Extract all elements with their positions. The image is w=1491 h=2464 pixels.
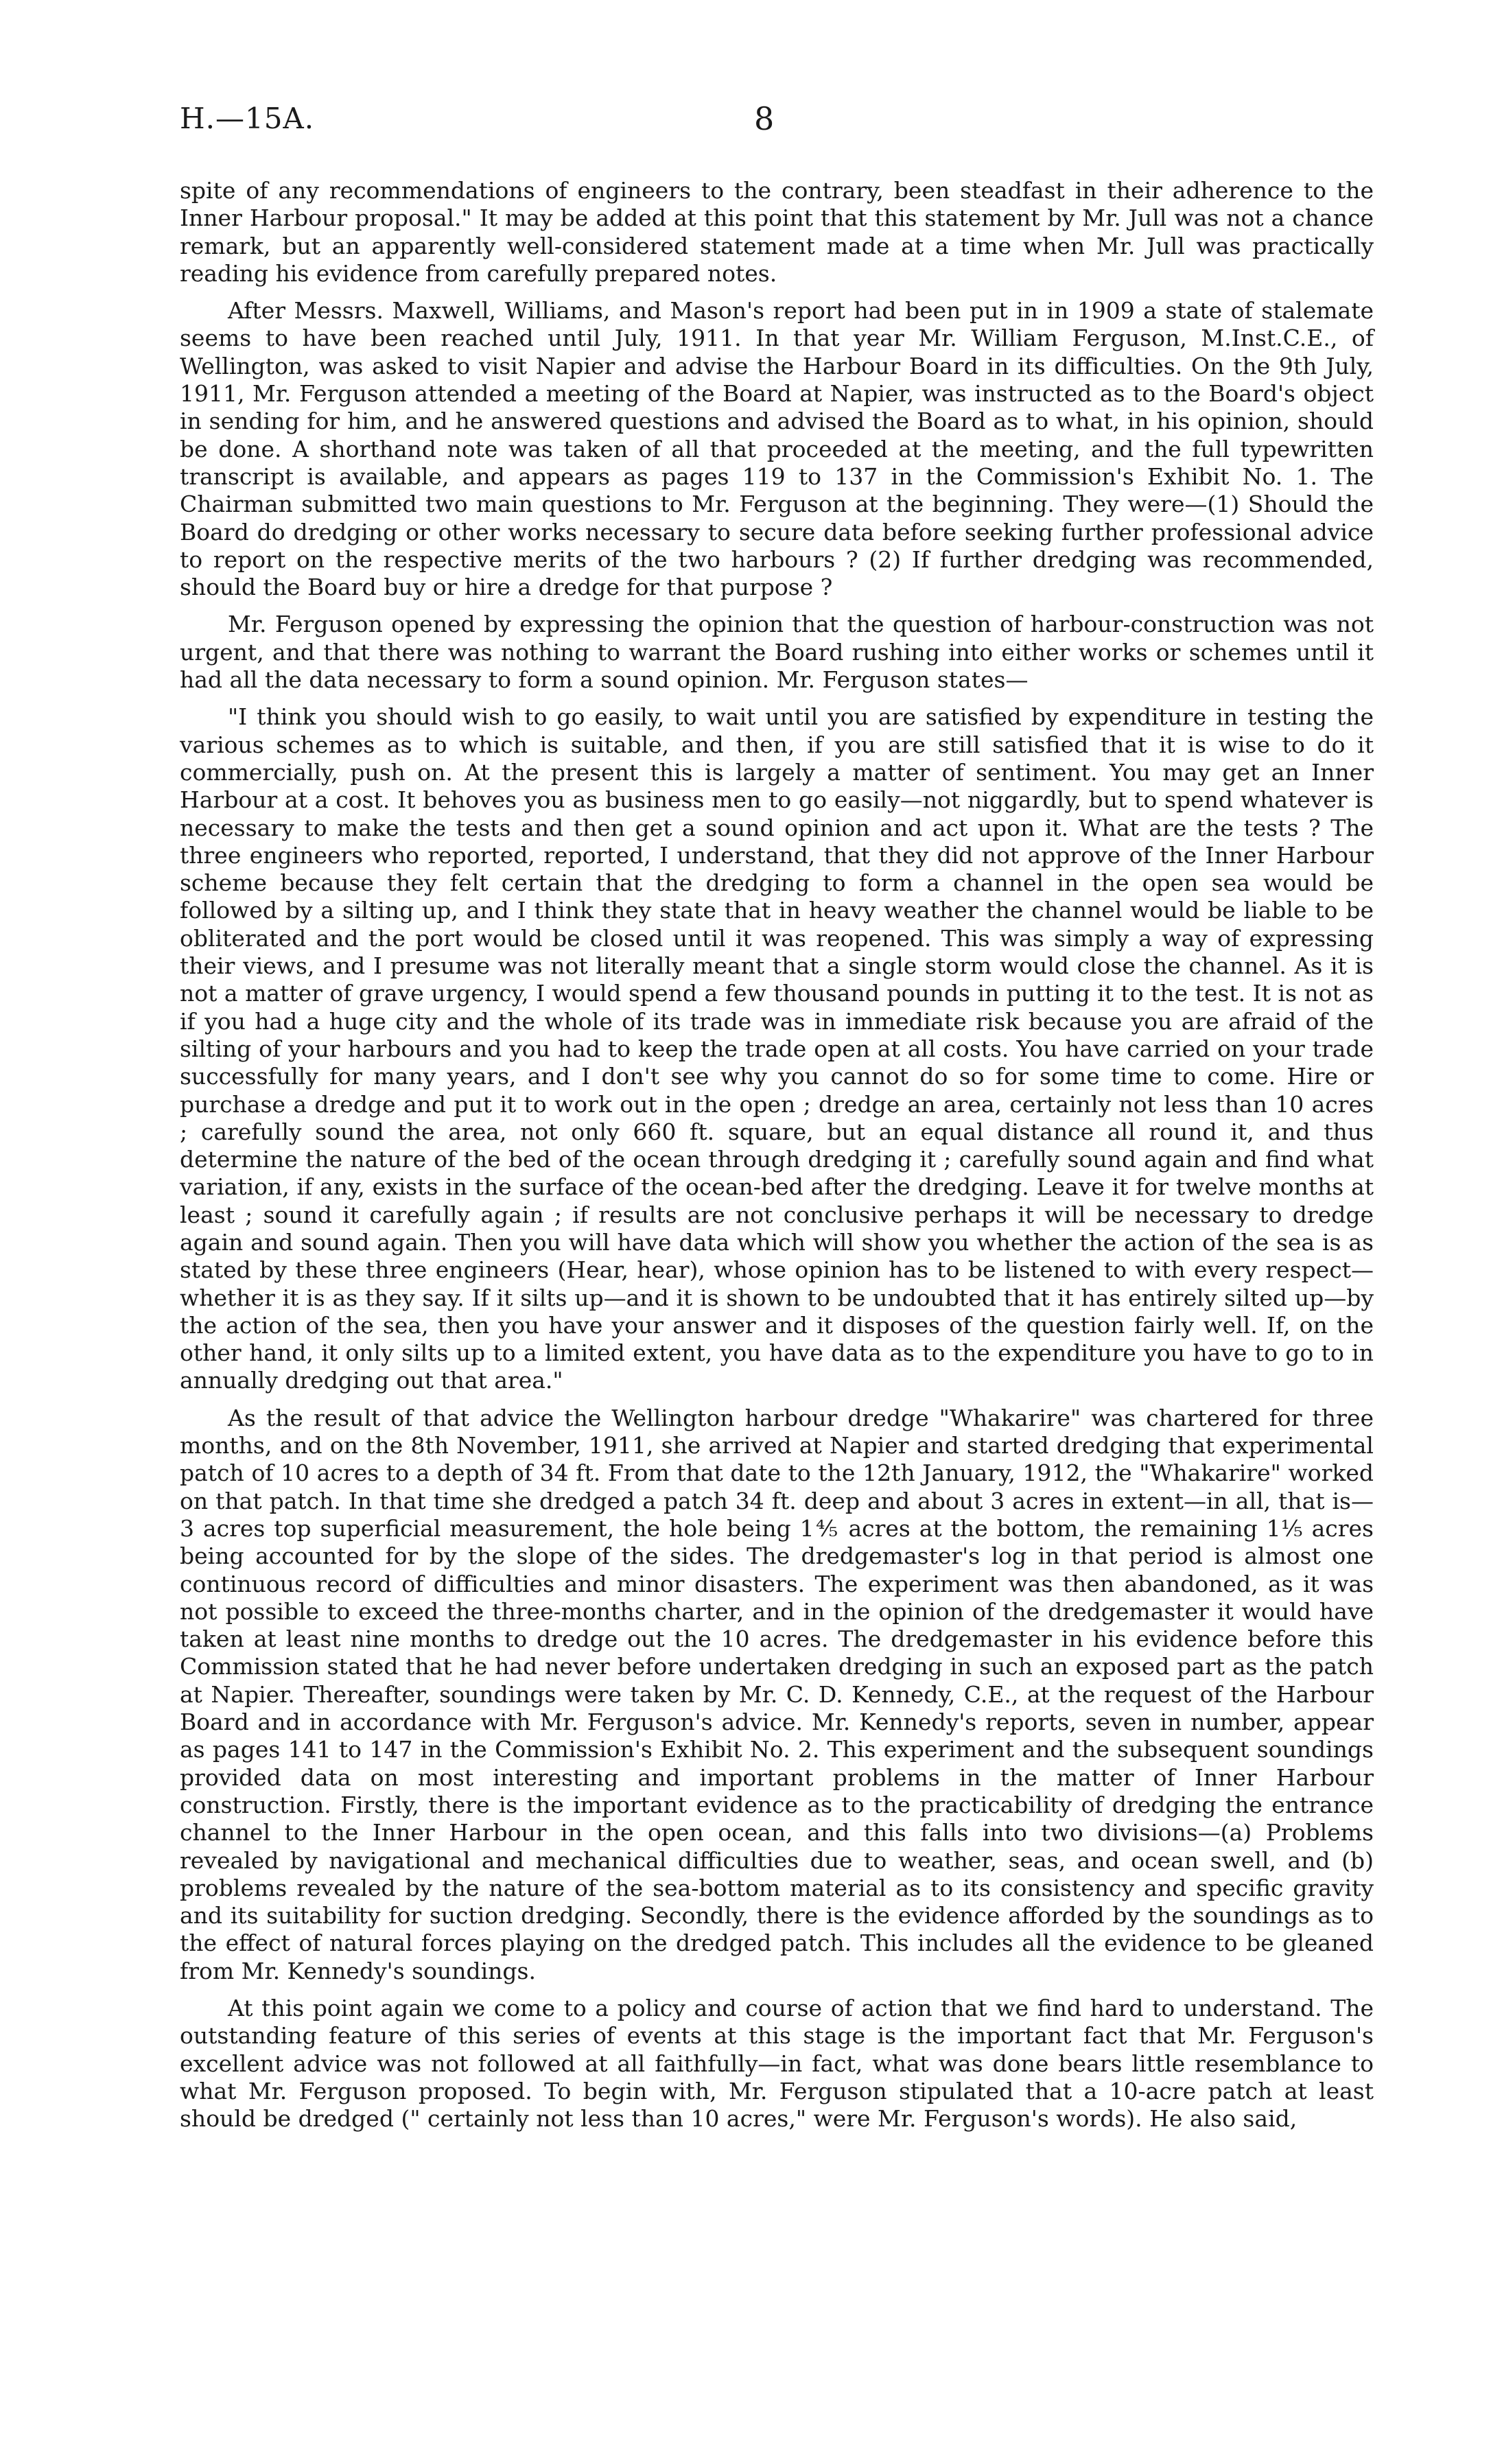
page-number: 8 <box>754 100 775 137</box>
paragraph-continuation: spite of any recommendations of engineers to the contrary, been steadfast in their adherence to the Inner Harbour proposal." It may be added at this point that this statement by Mr. Jull was not a chance remark, but an apparently well-considered statement made at a time when Mr. Jull was practically reading his evidence from carefully prepared notes. <box>180 177 1374 287</box>
body-text <box>180 177 1374 2142</box>
paragraph-ferguson-opinion: Mr. Ferguson opened by expressing the opinion that the question of harbour-construction was not urgent, and that there was nothing to warrant the Board rushing into either works or schemes until it had all the data necessary to form a sound opinion. Mr. Ferguson states— <box>180 611 1374 694</box>
paragraph-ferguson-visit: After Messrs. Maxwell, Williams, and Mason's report had been put in in 1909 a state of stalemate seems to have been reached until July, 1911. In that year Mr. William Ferguson, M.Inst.C.E., of Wellington, was asked to visit Napier and advise the Harbour Board in its difficulties. On the 9th July, 1911, Mr. Ferguson attended a meeting of the Board at Napier, was instructed as to the Board's object in sending for him, and he answered questions and advised the Board as to what, in his opinion, should be done. A shorthand note was taken of all that proceeded at the meeting, and the full typewritten transcript is available, and appears as pages 119 to 137 in the Commission's Exhibit No. 1. The Chairman submitted two main questions to Mr. Ferguson at the beginning. They were—(1) Should the Board do dredging or other works necessary to secure data before seeking further professional advice to report on the respective merits of the two harbours ? (2) If further dredging was recommended, should the Board buy or hire a dredge for that purpose ? <box>180 297 1374 601</box>
running-header <box>180 102 1374 150</box>
paragraph-whakarire-dredging: As the result of that advice the Wellington harbour dredge "Whakarire" was chartered for three months, and on the 8th November, 1911, she arrived at Napier and started dredging that experimental patch of 10 acres to a depth of 34 ft. From that date to the 12th January, 1912, the "Whakarire" worked on that patch. In that time she dredged a patch 34 ft. deep and about 3 acres in extent—in all, that is—3 acres top superficial measurement, the hole being 1⅘ acres at the bottom, the remaining 1⅕ acres being accounted for by the slope of the sides. The dredgemaster's log in that period is almost one continuous record of difficulties and minor disasters. The experiment was then abandoned, as it was not possible to exceed the three-months charter, and in the opinion of the dredgemaster it would have taken at least nine months to dredge out the 10 acres. The dredgemaster in his evidence before this Commission stated that he had never before undertaken dredging in such an exposed part as the patch at Napier. Thereafter, soundings were taken by Mr. C. D. Kennedy, C.E., at the request of the Harbour Board and in accordance with Mr. Ferguson's advice. Mr. Kennedy's reports, seven in number, appear as pages 141 to 147 in the Commission's Exhibit No. 2. This experiment and the subsequent soundings provided data on most interesting and important problems in the matter of Inner Harbour construction. Firstly, there is the important evidence as to the practicability of dredging the entrance channel to the Inner Harbour in the open ocean, and this falls into two divisions—(a) Problems revealed by navigational and mechanical difficulties due to weather, seas, and ocean swell, and (b) problems revealed by the nature of the sea-bottom material as to its consistency and specific gravity and its suitability for suction dredging. Secondly, there is the evidence afforded by the soundings as to the effect of natural forces playing on the dredged patch. This includes all the evidence to be gleaned from Mr. Kennedy's soundings. <box>180 1404 1374 1984</box>
document-id: H.—15A. <box>180 102 315 135</box>
paragraph-policy: At this point again we come to a policy and course of action that we find hard to understand. The outstanding feature of this series of events at this stage is the important fact that Mr. Ferguson's excellent advice was not followed at all faithfully—in fact, what was done bears little resemblance to what Mr. Ferguson proposed. To begin with, Mr. Ferguson stipulated that a 10-acre patch at least should be dredged (" certainly not less than 10 acres," were Mr. Ferguson's words). He also said, <box>180 1995 1374 2133</box>
paragraph-ferguson-quote: "I think you should wish to go easily, to wait until you are satisfied by expenditure in testing the various schemes as to which is suitable, and then, if you are still satisfied that it is wise to do it commercially, push on. At the present this is largely a matter of sentiment. You may get an Inner Harbour at a cost. It behoves you as business men to go easily—not niggardly, but to spend whatever is necessary to make the tests and then get a sound opinion and act upon it. What are the tests ? The three engineers who reported, reported, I understand, that they did not approve of the Inner Harbour scheme because they felt certain that the dredging to form a channel in the open sea would be followed by a silting up, and I think they state that in heavy weather the channel would be liable to be obliterated and the port would be closed until it was reopened. This was simply a way of expressing their views, and I presume was not literally meant that a single storm would close the channel. As it is not a matter of grave urgency, I would spend a few thousand pounds in putting it to the test. It is not as if you had a huge city and the whole of its trade was in immediate risk because you are afraid of the silting of your harbours and you had to keep the trade open at all costs. You have carried on your trade successfully for many years, and I don't see why you cannot do so for some time to come. Hire or purchase a dredge and put it to work out in the open ; dredge an area, certainly not less than 10 acres ; carefully sound the area, not only 660 ft. square, but an equal distance all round it, and thus determine the nature of the bed of the ocean through dredging it ; carefully sound again and find what variation, if any, exists in the surface of the ocean-bed after the dredging. Leave it for twelve months at least ; sound it carefully again ; if results are not conclusive perhaps it will be necessary to dredge again and sound again. Then you will have data which will show you whether the action of the sea is as stated by these three engineers (Hear, hear), whose opinion has to be listened to with every respect—whether it is as they say. If it silts up—and it is shown to be undoubted that it has entirely silted up—by the action of the sea, then you have your answer and it disposes of the question fairly well. If, on the other hand, it only silts up to a limited extent, you have data as to the expenditure you have to go to in annually dredging out that area." <box>180 703 1374 1394</box>
